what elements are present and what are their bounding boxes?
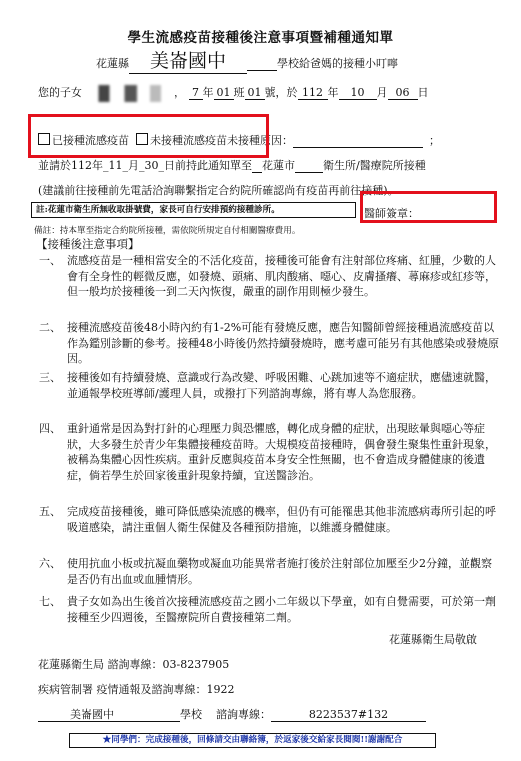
doctor-signature-line: 醫師簽章：	[364, 205, 481, 221]
reason-label: 未接種原因：	[227, 134, 293, 147]
contact-health-bureau: 花蓮縣衛生局 諮詢專線：03-8237905	[38, 658, 230, 671]
school-contact-name: 美崙國中	[38, 708, 146, 722]
redacted-name	[82, 85, 174, 102]
vaccinated-label: 已接種流感疫苗	[52, 134, 129, 147]
list-item: 三、 接種後如有持續發燒、意識或行為改變、呼吸困難、心跳加速等不適症狀，應儘速就醫，並通報學校班導師/護理人員，或撥打下列諮詢專線，將有專人為您服務。	[39, 371, 496, 400]
list-item: 四、 重針通常是因為對打針的心理壓力與恐懼感，轉化成身體的症狀，出現眩暈與噁心等症狀，大多發生於青少年集體接種疫苗時。大規模疫苗接種時，偶會發生聚集性重針現象，被稱為集體心因性疾病。重針反應與疫苗本身安全性無關，也不會造成身體健康的後遺症，倘若學生於回家後重針現象持續，宜送醫診治。	[39, 422, 496, 482]
reason-field[interactable]	[293, 134, 423, 148]
child-prefix: 您的子女	[38, 86, 82, 99]
class-value: 01	[214, 86, 234, 100]
note-box: 註:花蓮市衛生所無收取掛號費，家長可自行安排預約接種診所。	[31, 202, 356, 218]
signature-highlight-box	[360, 191, 497, 223]
seat-value: 01	[245, 86, 265, 100]
year-value: 112	[298, 86, 328, 100]
section-title: 【接種後注意事項】	[36, 237, 140, 251]
signature-text: 花蓮縣衛生局敬啟	[389, 633, 477, 646]
list-item: 五、 完成疫苗接種後，雖可降低感染流感的機率，但仍有可能罹患其他非流感病毒所引起的呼吸道感染，請注重個人衛生保健及各種預防措施，以維護身體健康。	[39, 505, 496, 534]
deadline-city: 花蓮市	[262, 159, 295, 172]
footer-banner: ★同學們：完成接種後，回條請交由聯絡簿，於返家後交給家長閱閱!!謝謝配合	[69, 733, 436, 748]
deadline-date: 112年_11_月_30_日	[71, 159, 175, 172]
school-name: 美崙國中	[149, 50, 226, 72]
deadline-line: 並請於112年_11_月_30_日前持此通知單至 花蓮市 衛生所/醫療院所接種	[38, 159, 426, 172]
page-title: 學生流感疫苗接種後注意事項暨補種通知單	[127, 30, 394, 46]
list-item: 一、 流感疫苗是一種相當安全的不活化疫苗，接種後可能會有注射部位疼痛、紅腫，少數的人會有全身性的輕微反應，如發燒、頭痛、肌肉酸痛、噁心、皮膚搔癢、蕁麻疹或紅疹等，但一般均於接種後一到二天內恢復，嚴重的副作用則極少發生。	[39, 254, 496, 298]
list-item: 六、 使用抗血小板或抗凝血藥物或凝血功能異常者施打後於注射部位加壓至少2分鐘，並觀察是否仍有出血或血腫情形。	[39, 557, 492, 586]
school-contact-line: 美崙國中 學校 諮詢專線： 8223537#132	[38, 706, 426, 722]
list-item: 七、 貴子女如為出生後首次接種流感疫苗之國小二年級以下學童，如有自覺需要，可於第一劑接種至少四週後，至醫療院所自費接種第二劑。	[39, 595, 496, 624]
month-value: 10	[339, 86, 377, 100]
day-value: 06	[388, 86, 418, 100]
school-phone: 8223537#132	[271, 708, 426, 722]
vaccine-status-line: 已接種流感疫苗 未接種流感疫苗未接種原因： ；	[38, 132, 440, 148]
school-suffix: 學校給爸媽的接種小叮嚀	[277, 57, 398, 70]
county-label: 花蓮縣	[96, 57, 129, 70]
list-item: 二、 接種流感疫苗後48小時內約有1-2%可能有發燒反應，應告知醫師曾經接種過流感疫苗以作為鑑別診斷的參考。接種48小時後仍然持續發燒時，應考慮可能另有其他感染或發燒原因。	[39, 321, 499, 365]
not-vaccinated-label: 未接種流感疫苗	[150, 134, 227, 147]
child-line: 您的子女 ， 7 年 01 班 01 號，於 112 年 10 月 06 日	[38, 84, 429, 102]
contact-cdc: 疾病管制署 疫情通報及諮詢專線：1922	[38, 683, 235, 696]
status-highlight-box	[28, 114, 269, 158]
grade-value: 7	[189, 86, 203, 100]
school-line	[96, 50, 398, 74]
advice-text: (建議前往接種前先電話洽詢聯繫指定合約院所確認尚有疫苗再前往接種)。	[38, 184, 399, 197]
remark-text: 備註：持本單至指定合約院所接種，需依院所規定自付相關醫療費用。	[34, 226, 301, 236]
